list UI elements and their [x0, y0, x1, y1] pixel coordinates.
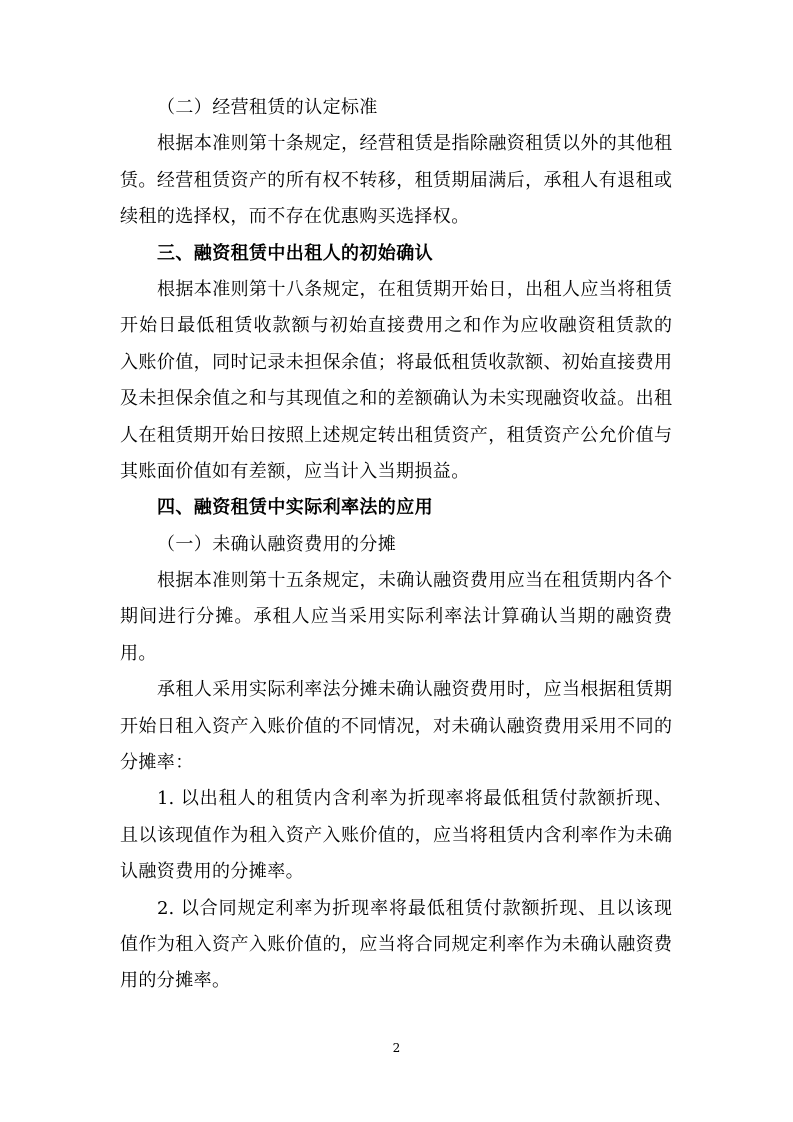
list-item-line: 值作为租入资产入账价值的，应当将合同规定利率作为未确认融资费 [120, 933, 672, 955]
paragraph-line: 其账面价值如有差额，应当计入当期损益。 [120, 460, 470, 482]
paragraph-line: 根据本准则第十八条规定，在租赁期开始日，出租人应当将租赁 [157, 278, 672, 300]
heading-effective-interest-method: 四、融资租赁中实际利率法的应用 [157, 497, 433, 519]
list-item-line: 且以该现值作为租入资产入账价值的，应当将租赁内含利率作为未确 [120, 824, 672, 846]
paragraph-line: 分摊率： [120, 752, 194, 774]
paragraph-line: 根据本准则第十五条规定，未确认融资费用应当在租赁期内各个 [157, 570, 672, 592]
paragraph-line: 承租人采用实际利率法分摊未确认融资费用时，应当根据租赁期 [157, 679, 672, 701]
paragraph-line: 开始日租入资产入账价值的不同情况，对未确认融资费用采用不同的 [120, 715, 672, 737]
paragraph-line: 赁。经营租赁资产的所有权不转移，租赁期届满后，承租人有退租或 [120, 169, 672, 191]
paragraph-line: 人在租赁期开始日按照上述规定转出租赁资产，租赁资产公允价值与 [120, 424, 672, 446]
paragraph-line: 根据本准则第十条规定，经营租赁是指除融资租赁以外的其他租 [157, 133, 672, 155]
list-item-line: 认融资费用的分摊率。 [120, 861, 304, 883]
paragraph-line: 续租的选择权，而不存在优惠购买选择权。 [120, 206, 470, 228]
document-body [120, 90, 672, 1000]
subheading-unrecognized-finance-charge: （一）未确认融资费用的分摊 [157, 533, 397, 555]
paragraph-line: 及未担保余值之和与其现值之和的差额确认为未实现融资收益。出租 [120, 388, 672, 410]
heading-lessor-initial-recognition: 三、融资租赁中出租人的初始确认 [157, 242, 433, 264]
list-item-line: 2. 以合同规定利率为折现率将最低租赁付款额折现、且以该现 [157, 897, 672, 919]
subheading-operating-lease-criteria: （二）经营租赁的认定标准 [157, 97, 378, 118]
paragraph-line: 入账价值，同时记录未担保余值；将最低租赁收款额、初始直接费用 [120, 351, 672, 373]
paragraph-line: 用。 [120, 642, 157, 664]
list-item-line: 用的分摊率。 [120, 970, 231, 992]
page-number: 2 [392, 1041, 401, 1055]
paragraph-line: 期间进行分摊。承租人应当采用实际利率法计算确认当期的融资费 [120, 606, 672, 628]
list-item-line: 1. 以出租人的租赁内含利率为折现率将最低租赁付款额折现、 [157, 788, 672, 810]
paragraph-line: 开始日最低租赁收款额与初始直接费用之和作为应收融资租赁款的 [120, 315, 672, 337]
